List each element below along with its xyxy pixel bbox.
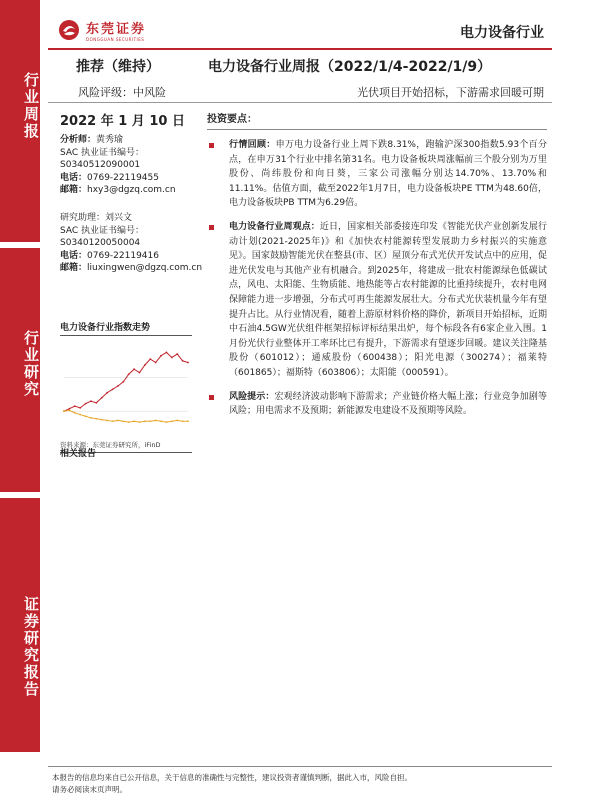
chart-point-1-5 <box>90 417 92 419</box>
report-date: 2022 年 1 月 10 日 <box>60 114 185 129</box>
chart-point-0-3 <box>79 407 81 409</box>
chart-point-1-14 <box>139 421 141 423</box>
chart-point-1-9 <box>112 420 114 422</box>
section-divider <box>48 102 552 103</box>
header-divider <box>48 48 552 50</box>
chart-point-0-2 <box>74 405 76 407</box>
chart-point-1-2 <box>74 412 76 414</box>
bullet-icon <box>209 143 214 148</box>
weekly-view <box>207 220 547 381</box>
chart-point-0-8 <box>106 392 108 394</box>
sidebar-band-securities <box>0 498 40 752</box>
chart-point-0-19 <box>166 352 168 354</box>
chart-point-1-3 <box>79 414 81 416</box>
disclaimer-line-2: 请务必阅读末页声明。 <box>52 785 127 794</box>
assistant-email[interactable]: liuxingwen@dgzq.com.cn <box>87 263 203 273</box>
investment-summary <box>207 110 547 428</box>
assistant-cert-label: SAC 执业证书编号： <box>60 225 145 236</box>
chart-point-0-22 <box>182 360 184 362</box>
chart-point-1-4 <box>85 415 87 417</box>
risk-warning <box>207 390 547 419</box>
analyst-phone-row: 电话：0769-22119455 <box>60 172 159 183</box>
chart-point-1-7 <box>101 419 103 421</box>
chart-point-0-16 <box>149 358 151 360</box>
bullet-icon <box>209 395 214 400</box>
index-chart <box>60 338 192 434</box>
industry-label: 电力设备行业 <box>460 25 544 41</box>
related-reports[interactable]: 相关报告 <box>60 449 97 459</box>
assistant-cert: S0340120050004 <box>60 238 141 248</box>
sidebar <box>0 0 40 800</box>
analyst-cert: S0340512090001 <box>60 160 141 170</box>
chart-point-0-11 <box>122 381 124 383</box>
chart-point-1-10 <box>117 420 119 422</box>
logo-swirl-icon <box>58 19 80 41</box>
chart-point-0-6 <box>95 402 97 404</box>
chart-point-1-13 <box>133 420 135 422</box>
chart-point-0-9 <box>112 388 114 390</box>
chart-series-line-0 <box>64 352 188 411</box>
analyst-email[interactable]: hxy3@dgzq.com.cn <box>87 185 176 195</box>
market-review <box>207 138 547 211</box>
risk-warning-lead: 风险提示： <box>229 391 275 402</box>
weekly-view-lead: 电力设备行业周观点： <box>229 221 320 232</box>
assistant-name: 研究助理：刘兴文 <box>60 213 133 223</box>
chart-series-line-1 <box>64 410 188 422</box>
analyst-cert-label: SAC 执业证书编号： <box>60 147 145 158</box>
sidebar-label-securities: 证券研究报告 <box>22 596 40 698</box>
logo-name-cn: 东莞证券 <box>86 22 147 37</box>
chart-point-1-6 <box>95 418 97 420</box>
market-review-text: 申万电力设备行业上周下跌8.31%，跑输沪深300指数5.93个百分点，在申万31个行业中排名第31名。电力设备板块周涨幅前三个股分别为万里股份、尚纬股份和向日葵，三家公司涨幅分别达14.70%、13.70%和11.11%。估值方面，截至2022年1月7日，电力设备板块PE TTM为48.60倍，电力设备板块PB TTM为6.29倍。 <box>229 140 547 209</box>
investment-title: 投资要点： <box>207 110 547 130</box>
analyst-email-row[interactable]: 邮箱：hxy3@dgzq.com.cn <box>60 185 176 195</box>
chart-point-1-20 <box>171 420 173 422</box>
chart-point-0-5 <box>90 400 92 402</box>
chart-point-1-12 <box>128 421 130 423</box>
chart-point-1-15 <box>144 420 146 422</box>
chart-source: 资料来源：东莞证券研究所，iFinD <box>60 440 192 453</box>
chart-point-1-18 <box>160 420 162 422</box>
chart-point-0-7 <box>101 397 103 399</box>
index-chart-block <box>60 320 192 453</box>
analyst-info <box>60 134 176 197</box>
sidebar-label-research: 行业研究 <box>22 330 40 398</box>
disclaimer-line-1: 本报告的信息均来自已公开信息，关于信息的准确性与完整性，建议投资者谨慎判断，据此入市，风险自担。 <box>52 773 412 782</box>
chart-point-1-11 <box>122 420 124 422</box>
weekly-view-text: 近日，国家相关部委接连印发《智能光伏产业创新发展行动计划(2021-2025年)》和《加快农村能源转型发展助力乡村振兴的实施意见》。国家鼓励智能光伏在整县(市、区）屋顶分布式光伏开发试点中的应用，促进光伏发电与其他产业有机融合。到2025年，将建成一批农村能源绿色低碳试点，风电、太阳能、生物质能、地热能等占农村能源的比重持续提升，农村电网保障能力进一步增强，分布式可再生能源发展壮大。分布式光伏装机量今年有望提升占比。从行业情况看，随着上游原材料价格的降价，新项目开始招标，近期中石油4.5GW光伏组件框架招标评标结果出炉，每个标段各有6家企业入围。1月份光伏行业整体开工率环比已有提升，下游需求有望逐步回暖。建议关注隆基股份（601012）；通威股份（600438）；阳光电源（300274）；福莱特（601865）；福斯特（603806）；太阳能（000591）。 <box>229 221 547 378</box>
report-title: 电力设备行业周报（2022/1/4-2022/1/9） <box>208 59 492 75</box>
chart-point-1-21 <box>176 420 178 422</box>
analyst-phone: 0769-22119455 <box>87 172 159 183</box>
chart-point-0-15 <box>144 364 146 366</box>
sidebar-label-weekly: 行业周报 <box>22 72 40 140</box>
assistant-phone: 0769-22119416 <box>87 250 159 261</box>
chart-point-1-8 <box>106 420 108 422</box>
report-subtitle: 光伏项目开始招标，下游需求回暖可期 <box>357 86 544 99</box>
chart-point-1-16 <box>149 420 151 422</box>
chart-point-1-0 <box>63 410 65 412</box>
bullet-icon <box>209 225 214 230</box>
chart-point-0-4 <box>85 403 87 405</box>
rating-label: 推荐（维持） <box>76 59 160 75</box>
assistant-info <box>60 212 202 275</box>
disclaimer <box>52 772 552 796</box>
chart-point-0-13 <box>133 368 135 370</box>
chart-point-1-17 <box>155 420 157 422</box>
footer-divider <box>48 766 552 767</box>
chart-point-0-17 <box>155 362 157 364</box>
chart-point-1-23 <box>187 420 189 422</box>
assistant-phone-row: 电话：0769-22119416 <box>60 250 159 261</box>
logo-name-en: DONGGUAN SECURITIES <box>86 37 145 42</box>
risk-warning-text: 宏观经济波动影响下游需求；产业链价格大幅上涨；行业竞争加剧等风险；用电需求不及预期；新能源发电建设不及预期等风险。 <box>229 391 547 417</box>
chart-title: 电力设备行业指数走势 <box>60 320 192 336</box>
assistant-email-row[interactable]: 邮箱：liuxingwen@dgzq.com.cn <box>60 263 203 273</box>
chart-point-0-1 <box>68 408 70 410</box>
analyst-name-row: 分析师：黄秀瑜 <box>60 135 124 145</box>
chart-point-0-21 <box>176 353 178 355</box>
chart-point-0-10 <box>117 385 119 387</box>
chart-point-0-12 <box>128 373 130 375</box>
analyst-name: 黄秀瑜 <box>96 135 124 145</box>
chart-point-0-20 <box>171 357 173 359</box>
chart-point-0-18 <box>160 355 162 357</box>
chart-point-1-22 <box>182 420 184 422</box>
risk-level: 风险评级：中风险 <box>78 86 166 99</box>
sidebar-band-research <box>0 248 40 492</box>
chart-point-1-19 <box>166 421 168 423</box>
chart-point-1-1 <box>68 409 70 411</box>
sidebar-band-weekly <box>0 0 40 242</box>
company-logo <box>58 18 146 42</box>
chart-point-0-23 <box>187 362 189 364</box>
chart-point-0-14 <box>139 372 141 374</box>
market-review-lead: 行情回顾： <box>229 140 276 150</box>
